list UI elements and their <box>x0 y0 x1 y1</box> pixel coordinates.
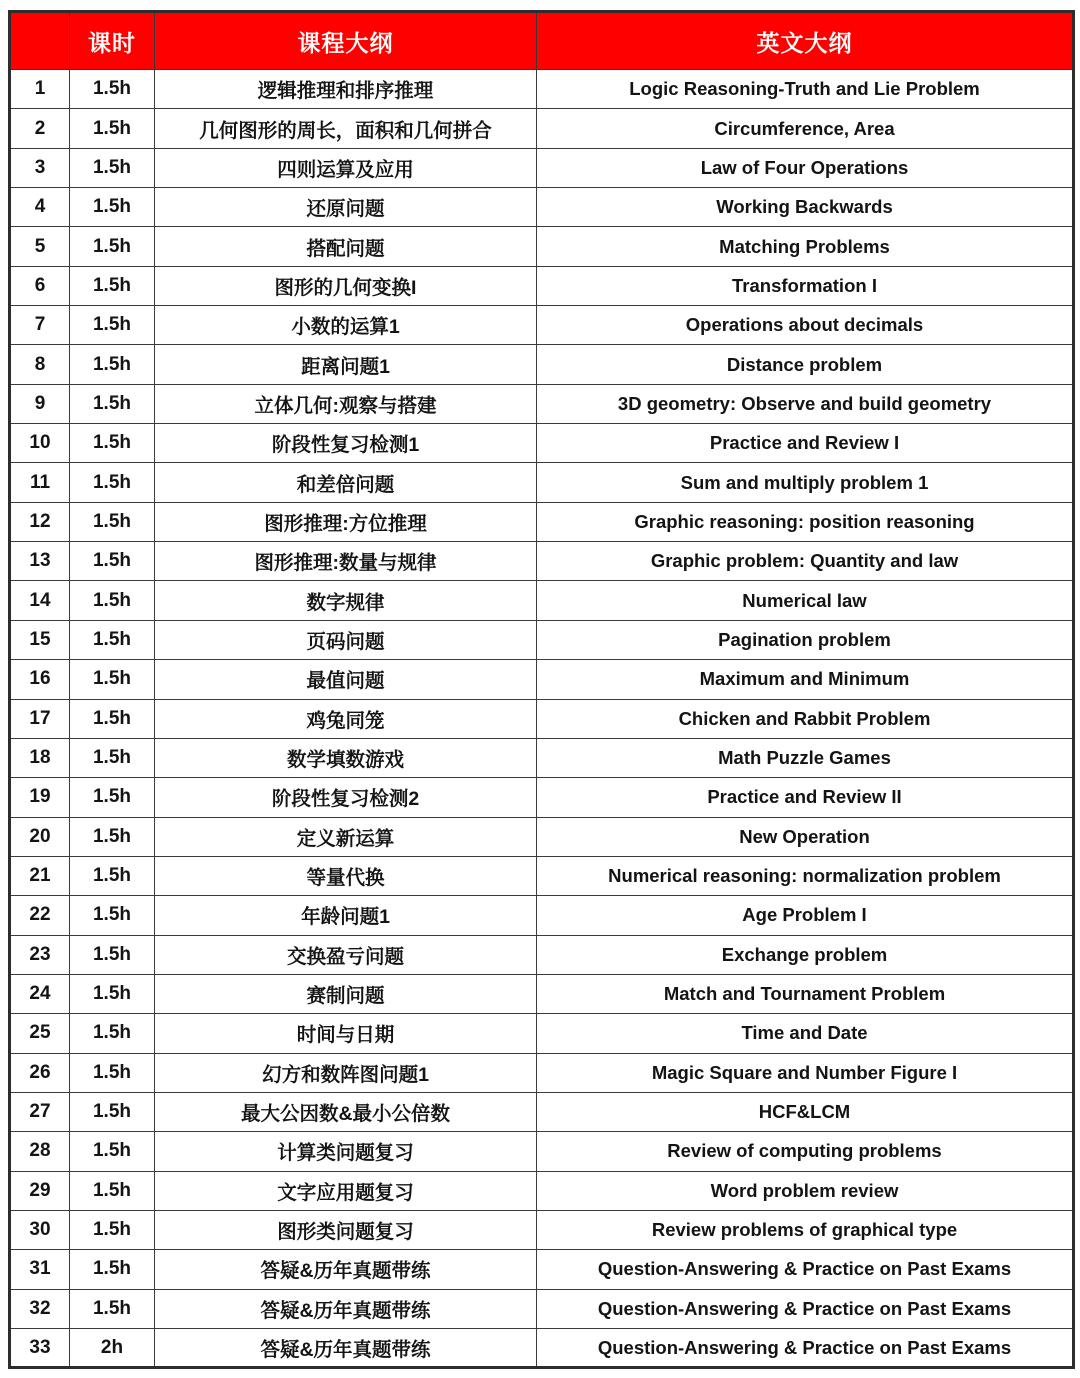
row-index-cell: 4 <box>10 188 70 227</box>
hours-cell: 1.5h <box>70 817 155 856</box>
en-title-cell: Pagination problem <box>537 620 1074 659</box>
table-row <box>10 856 1074 895</box>
hours-cell: 1.5h <box>70 738 155 777</box>
table-row <box>10 424 1074 463</box>
en-title-cell: Magic Square and Number Figure I <box>537 1053 1074 1092</box>
row-index-cell: 30 <box>10 1210 70 1249</box>
table-row <box>10 817 1074 856</box>
hours-cell: 1.5h <box>70 1289 155 1328</box>
en-title-cell: Maximum and Minimum <box>537 660 1074 699</box>
en-title-cell: Distance problem <box>537 345 1074 384</box>
cn-title-cell: 阶段性复习检测1 <box>155 424 537 463</box>
en-title-cell: Exchange problem <box>537 935 1074 974</box>
header-cell-hours: 课时 <box>70 12 155 70</box>
cn-title-cell: 等量代换 <box>155 856 537 895</box>
en-title-cell: Practice and Review II <box>537 778 1074 817</box>
cn-title-cell: 鸡兔同笼 <box>155 699 537 738</box>
cn-title-cell: 答疑&历年真题带练 <box>155 1329 537 1368</box>
hours-cell: 1.5h <box>70 345 155 384</box>
table-row <box>10 1053 1074 1092</box>
table-row <box>10 778 1074 817</box>
table-row <box>10 266 1074 305</box>
en-title-cell: Math Puzzle Games <box>537 738 1074 777</box>
row-index-cell: 25 <box>10 1014 70 1053</box>
hours-cell: 1.5h <box>70 227 155 266</box>
row-index-cell: 19 <box>10 778 70 817</box>
table-row <box>10 1014 1074 1053</box>
hours-cell: 1.5h <box>70 148 155 187</box>
hours-cell: 1.5h <box>70 974 155 1013</box>
en-title-cell: Numerical law <box>537 581 1074 620</box>
table-row <box>10 1210 1074 1249</box>
row-index-cell: 11 <box>10 463 70 502</box>
table-row <box>10 345 1074 384</box>
table-row <box>10 738 1074 777</box>
cn-title-cell: 文字应用题复习 <box>155 1171 537 1210</box>
table-row <box>10 896 1074 935</box>
hours-cell: 1.5h <box>70 306 155 345</box>
cn-title-cell: 赛制问题 <box>155 974 537 1013</box>
header-cell-cn-outline: 课程大纲 <box>155 12 537 70</box>
en-title-cell: Logic Reasoning-Truth and Lie Problem <box>537 70 1074 109</box>
hours-cell: 1.5h <box>70 935 155 974</box>
table-row <box>10 542 1074 581</box>
row-index-cell: 16 <box>10 660 70 699</box>
table-row <box>10 109 1074 148</box>
hours-cell: 1.5h <box>70 1250 155 1289</box>
row-index-cell: 8 <box>10 345 70 384</box>
row-index-cell: 7 <box>10 306 70 345</box>
table-header <box>10 12 1074 70</box>
en-title-cell: Question-Answering & Practice on Past Exams <box>537 1250 1074 1289</box>
course-table-body <box>10 70 1074 1368</box>
hours-cell: 1.5h <box>70 542 155 581</box>
row-index-cell: 28 <box>10 1132 70 1171</box>
cn-title-cell: 时间与日期 <box>155 1014 537 1053</box>
cn-title-cell: 最大公因数&最小公倍数 <box>155 1092 537 1131</box>
table-row <box>10 974 1074 1013</box>
en-title-cell: Working Backwards <box>537 188 1074 227</box>
hours-cell: 1.5h <box>70 1171 155 1210</box>
en-title-cell: Review problems of graphical type <box>537 1210 1074 1249</box>
table-row <box>10 384 1074 423</box>
hours-cell: 1.5h <box>70 1014 155 1053</box>
table-row <box>10 660 1074 699</box>
hours-cell: 1.5h <box>70 70 155 109</box>
row-index-cell: 27 <box>10 1092 70 1131</box>
cn-title-cell: 交换盈亏问题 <box>155 935 537 974</box>
table-row <box>10 620 1074 659</box>
cn-title-cell: 页码问题 <box>155 620 537 659</box>
row-index-cell: 18 <box>10 738 70 777</box>
table-row <box>10 463 1074 502</box>
hours-cell: 1.5h <box>70 109 155 148</box>
hours-cell: 2h <box>70 1329 155 1368</box>
row-index-cell: 20 <box>10 817 70 856</box>
row-index-cell: 13 <box>10 542 70 581</box>
table-row <box>10 1171 1074 1210</box>
table-row <box>10 1092 1074 1131</box>
en-title-cell: Graphic reasoning: position reasoning <box>537 502 1074 541</box>
hours-cell: 1.5h <box>70 463 155 502</box>
cn-title-cell: 立体几何:观察与搭建 <box>155 384 537 423</box>
header-cell-index <box>10 12 70 70</box>
hours-cell: 1.5h <box>70 1132 155 1171</box>
en-title-cell: Age Problem I <box>537 896 1074 935</box>
cn-title-cell: 数字规律 <box>155 581 537 620</box>
hours-cell: 1.5h <box>70 778 155 817</box>
row-index-cell: 24 <box>10 974 70 1013</box>
en-title-cell: Chicken and Rabbit Problem <box>537 699 1074 738</box>
hours-cell: 1.5h <box>70 1210 155 1249</box>
cn-title-cell: 答疑&历年真题带练 <box>155 1289 537 1328</box>
hours-cell: 1.5h <box>70 502 155 541</box>
table-row <box>10 581 1074 620</box>
en-title-cell: Circumference, Area <box>537 109 1074 148</box>
table-row <box>10 306 1074 345</box>
table-row <box>10 227 1074 266</box>
hours-cell: 1.5h <box>70 699 155 738</box>
row-index-cell: 14 <box>10 581 70 620</box>
cn-title-cell: 幻方和数阵图问题1 <box>155 1053 537 1092</box>
row-index-cell: 31 <box>10 1250 70 1289</box>
row-index-cell: 22 <box>10 896 70 935</box>
en-title-cell: Numerical reasoning: normalization problem <box>537 856 1074 895</box>
cn-title-cell: 年龄问题1 <box>155 896 537 935</box>
row-index-cell: 29 <box>10 1171 70 1210</box>
row-index-cell: 23 <box>10 935 70 974</box>
en-title-cell: Word problem review <box>537 1171 1074 1210</box>
header-row <box>10 12 1074 70</box>
cn-title-cell: 图形推理:数量与规律 <box>155 542 537 581</box>
hours-cell: 1.5h <box>70 424 155 463</box>
row-index-cell: 10 <box>10 424 70 463</box>
row-index-cell: 3 <box>10 148 70 187</box>
row-index-cell: 1 <box>10 70 70 109</box>
en-title-cell: Practice and Review I <box>537 424 1074 463</box>
table-row <box>10 699 1074 738</box>
cn-title-cell: 图形的几何变换I <box>155 266 537 305</box>
cn-title-cell: 图形推理:方位推理 <box>155 502 537 541</box>
row-index-cell: 5 <box>10 227 70 266</box>
table-row <box>10 1132 1074 1171</box>
en-title-cell: Time and Date <box>537 1014 1074 1053</box>
row-index-cell: 33 <box>10 1329 70 1368</box>
en-title-cell: 3D geometry: Observe and build geometry <box>537 384 1074 423</box>
cn-title-cell: 逻辑推理和排序推理 <box>155 70 537 109</box>
hours-cell: 1.5h <box>70 581 155 620</box>
row-index-cell: 17 <box>10 699 70 738</box>
table-row <box>10 148 1074 187</box>
row-index-cell: 2 <box>10 109 70 148</box>
en-title-cell: Transformation I <box>537 266 1074 305</box>
hours-cell: 1.5h <box>70 266 155 305</box>
hours-cell: 1.5h <box>70 660 155 699</box>
hours-cell: 1.5h <box>70 1092 155 1131</box>
row-index-cell: 12 <box>10 502 70 541</box>
cn-title-cell: 几何图形的周长，面积和几何拼合 <box>155 109 537 148</box>
hours-cell: 1.5h <box>70 896 155 935</box>
cn-title-cell: 距离问题1 <box>155 345 537 384</box>
table-row <box>10 935 1074 974</box>
en-title-cell: Sum and multiply problem 1 <box>537 463 1074 502</box>
en-title-cell: Question-Answering & Practice on Past Exams <box>537 1289 1074 1328</box>
row-index-cell: 6 <box>10 266 70 305</box>
hours-cell: 1.5h <box>70 1053 155 1092</box>
course-outline-table <box>8 10 1075 1369</box>
header-cell-en-outline: 英文大纲 <box>537 12 1074 70</box>
en-title-cell: Graphic problem: Quantity and law <box>537 542 1074 581</box>
en-title-cell: Operations about decimals <box>537 306 1074 345</box>
hours-cell: 1.5h <box>70 188 155 227</box>
en-title-cell: Law of Four Operations <box>537 148 1074 187</box>
table-row <box>10 502 1074 541</box>
hours-cell: 1.5h <box>70 856 155 895</box>
hours-cell: 1.5h <box>70 384 155 423</box>
cn-title-cell: 和差倍问题 <box>155 463 537 502</box>
en-title-cell: HCF&LCM <box>537 1092 1074 1131</box>
cn-title-cell: 计算类问题复习 <box>155 1132 537 1171</box>
row-index-cell: 32 <box>10 1289 70 1328</box>
cn-title-cell: 答疑&历年真题带练 <box>155 1250 537 1289</box>
cn-title-cell: 阶段性复习检测2 <box>155 778 537 817</box>
cn-title-cell: 小数的运算1 <box>155 306 537 345</box>
table-row <box>10 1250 1074 1289</box>
en-title-cell: Match and Tournament Problem <box>537 974 1074 1013</box>
en-title-cell: Review of computing problems <box>537 1132 1074 1171</box>
cn-title-cell: 搭配问题 <box>155 227 537 266</box>
en-title-cell: Question-Answering & Practice on Past Exams <box>537 1329 1074 1368</box>
cn-title-cell: 图形类问题复习 <box>155 1210 537 1249</box>
cn-title-cell: 还原问题 <box>155 188 537 227</box>
en-title-cell: Matching Problems <box>537 227 1074 266</box>
cn-title-cell: 定义新运算 <box>155 817 537 856</box>
cn-title-cell: 数学填数游戏 <box>155 738 537 777</box>
cn-title-cell: 最值问题 <box>155 660 537 699</box>
row-index-cell: 26 <box>10 1053 70 1092</box>
table-row <box>10 70 1074 109</box>
table-row <box>10 188 1074 227</box>
table-row <box>10 1329 1074 1368</box>
table-row <box>10 1289 1074 1328</box>
row-index-cell: 9 <box>10 384 70 423</box>
cn-title-cell: 四则运算及应用 <box>155 148 537 187</box>
en-title-cell: New Operation <box>537 817 1074 856</box>
row-index-cell: 21 <box>10 856 70 895</box>
row-index-cell: 15 <box>10 620 70 659</box>
hours-cell: 1.5h <box>70 620 155 659</box>
